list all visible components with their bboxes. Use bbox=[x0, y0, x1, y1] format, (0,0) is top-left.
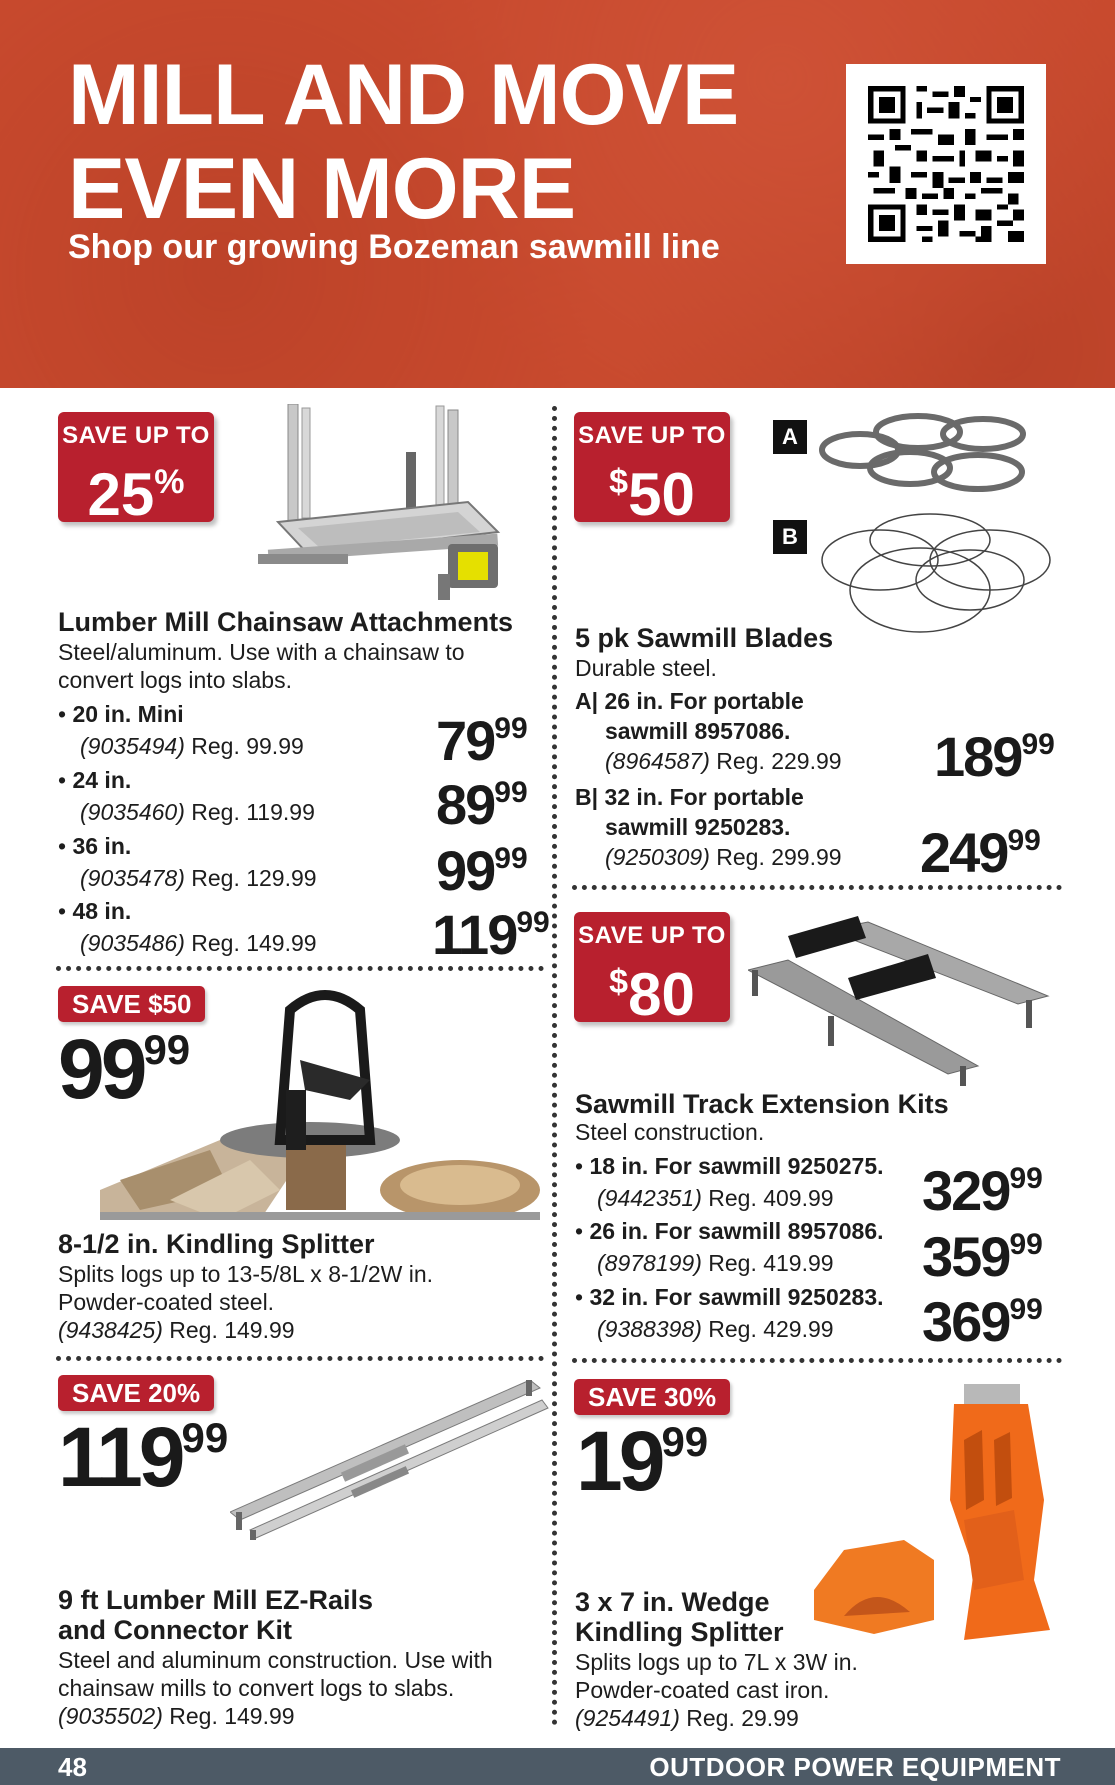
header-banner bbox=[0, 0, 1115, 388]
product-title-ez-rails-line-2: and Connector Kit bbox=[58, 1615, 292, 1645]
footer-bar bbox=[0, 1748, 1115, 1785]
qr-code-icon bbox=[868, 86, 1024, 242]
page-title bbox=[68, 48, 828, 236]
product-title-chainsaw-mill: Lumber Mill Chainsaw Attachments bbox=[58, 607, 514, 637]
product-title-kindling-splitter: 8-1/2 in. Kindling Splitter bbox=[58, 1229, 375, 1259]
price-26in-track: 35999 bbox=[922, 1225, 1043, 1288]
list-item: • 32 in. For sawmill 9250283. (9388398) Reg. 429.99 bbox=[575, 1284, 884, 1342]
list-item: B| 32 in. For portable sawmill 9250283. (9250309) Reg. 299.99 bbox=[575, 784, 842, 870]
title-line-1: MILL AND MOVE bbox=[68, 47, 739, 143]
badge-label: SAVE UP TO bbox=[578, 422, 726, 449]
price-32in-track: 36999 bbox=[922, 1290, 1043, 1353]
list-item: • 48 in. (9035486) Reg. 149.99 bbox=[58, 898, 317, 956]
list-item: • 26 in. For sawmill 8957086. (8978199) Reg. 419.99 bbox=[575, 1218, 884, 1276]
price-36in: 9999 bbox=[436, 839, 528, 902]
savings-badge-kindling-splitter: SAVE $50 bbox=[58, 986, 205, 1022]
product-title-track-kits: Sawmill Track Extension Kits bbox=[575, 1089, 949, 1119]
badge-value: $80 bbox=[609, 961, 695, 1028]
chainsaw-mill-image bbox=[258, 404, 518, 600]
product-sku-reg: (9438425) Reg. 149.99 bbox=[58, 1317, 295, 1343]
product-desc-line-2: Powder-coated steel. bbox=[58, 1289, 275, 1315]
savings-badge-ez-rails: SAVE 20% bbox=[58, 1375, 214, 1411]
kindling-splitter-image bbox=[100, 990, 540, 1220]
badge-label: SAVE UP TO bbox=[578, 922, 726, 949]
savings-badge-track-kits bbox=[574, 912, 730, 1028]
price-32in-blades: 24999 bbox=[920, 821, 1041, 884]
row-divider-left-1 bbox=[56, 966, 544, 971]
blade-tag-a: A bbox=[773, 420, 807, 454]
product-desc-line-1: Splits logs up to 7L x 3W in. bbox=[575, 1649, 858, 1675]
qr-code[interactable] bbox=[846, 64, 1046, 264]
product-sku-reg: (9035502) Reg. 149.99 bbox=[58, 1703, 295, 1729]
blades-a-image bbox=[818, 410, 1058, 500]
price-ez-rails: 11999 bbox=[58, 1410, 229, 1504]
list-item: A| 26 in. For portable sawmill 8957086. (8964587) Reg. 229.99 bbox=[575, 688, 842, 774]
price-24in: 8999 bbox=[436, 773, 528, 836]
price-wedge-splitter: 1999 bbox=[576, 1414, 709, 1508]
product-title-ez-rails-line-1: 9 ft Lumber Mill EZ-Rails bbox=[58, 1585, 374, 1615]
wedge-splitter-image bbox=[814, 1380, 1064, 1648]
savings-badge-wedge-splitter: SAVE 30% bbox=[574, 1379, 730, 1415]
price-20in-mini: 7999 bbox=[436, 709, 528, 772]
title-line-2: EVEN MORE bbox=[68, 141, 576, 237]
product-title-blades: 5 pk Sawmill Blades bbox=[575, 623, 834, 653]
product-desc: Durable steel. bbox=[575, 655, 717, 681]
blades-b-image bbox=[820, 510, 1056, 640]
price-kindling-splitter: 9999 bbox=[58, 1022, 191, 1116]
product-desc-line-2: chainsaw mills to convert logs to slabs. bbox=[58, 1675, 455, 1701]
row-divider-right-2 bbox=[572, 1358, 1062, 1363]
row-divider-right-1 bbox=[572, 885, 1062, 890]
product-title-wedge-line-2: Kindling Splitter bbox=[575, 1617, 784, 1647]
savings-badge-chainsaw-mill bbox=[58, 412, 214, 528]
section-title: OUTDOOR POWER EQUIPMENT bbox=[649, 1752, 1061, 1782]
price-26in-blades: 18999 bbox=[934, 725, 1055, 788]
product-desc-line-1: Splits logs up to 13-5/8L x 8-1/2W in. bbox=[58, 1261, 434, 1287]
row-divider-left-2 bbox=[56, 1356, 544, 1361]
badge-value: $50 bbox=[609, 461, 695, 528]
product-sku-reg: (9254491) Reg. 29.99 bbox=[575, 1705, 799, 1731]
product-desc-line-2: Powder-coated cast iron. bbox=[575, 1677, 830, 1703]
product-desc: Steel construction. bbox=[575, 1119, 765, 1145]
badge-label: SAVE UP TO bbox=[62, 422, 210, 449]
price-48in: 11999 bbox=[432, 903, 550, 966]
badge-value: 25% bbox=[87, 461, 185, 528]
track-kit-image bbox=[748, 916, 1058, 1086]
savings-badge-blades bbox=[574, 412, 730, 528]
product-desc-line-1: Steel/aluminum. Use with a chainsaw to bbox=[58, 639, 465, 665]
list-item: • 24 in. (9035460) Reg. 119.99 bbox=[58, 767, 315, 825]
product-title-wedge-line-1: 3 x 7 in. Wedge bbox=[575, 1587, 770, 1617]
blade-tag-b: B bbox=[773, 520, 807, 554]
list-item: • 36 in. (9035478) Reg. 129.99 bbox=[58, 833, 317, 891]
product-desc-line-2: convert logs into slabs. bbox=[58, 667, 292, 693]
product-desc-line-1: Steel and aluminum construction. Use with bbox=[58, 1647, 493, 1673]
column-divider bbox=[552, 406, 557, 1726]
page-number: 48 bbox=[58, 1752, 87, 1782]
page-subtitle: Shop our growing Bozeman sawmill line bbox=[68, 228, 720, 266]
price-18in-track: 32999 bbox=[922, 1159, 1043, 1222]
list-item: • 20 in. Mini (9035494) Reg. 99.99 bbox=[58, 701, 304, 759]
ez-rails-image bbox=[230, 1380, 550, 1540]
list-item: • 18 in. For sawmill 9250275. (9442351) Reg. 409.99 bbox=[575, 1153, 884, 1211]
